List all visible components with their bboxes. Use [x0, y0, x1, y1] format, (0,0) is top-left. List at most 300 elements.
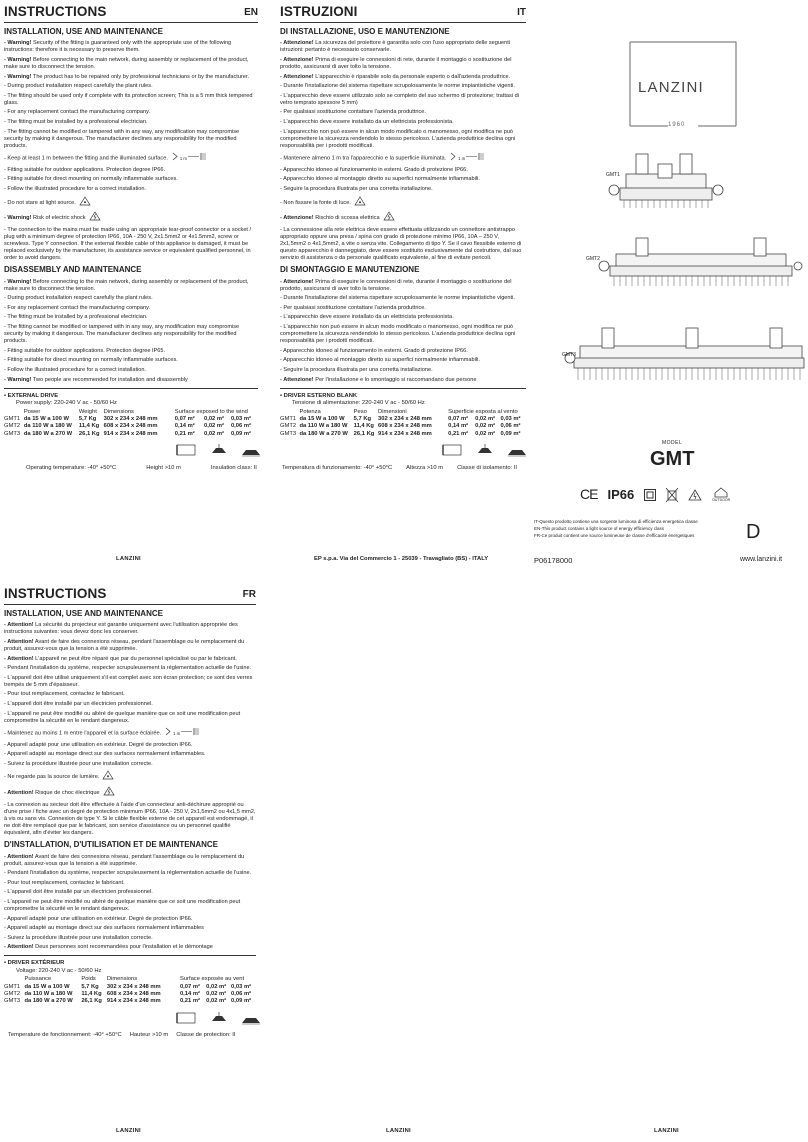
table-cell: 914 x 234 x 248 mm [106, 998, 161, 1005]
instruction-item [4, 675, 256, 689]
distance-1m-icon [171, 152, 216, 164]
instruction-item [4, 761, 256, 768]
warning-label: - Attention! [4, 638, 34, 645]
table-cell: 914 x 234 x 248 mm [378, 430, 432, 437]
it-height: Altezza >10 m [406, 464, 444, 471]
instruction-text: - Appareil adapté pour une utilisation en extérieur. Degré de protection IP66. [4, 741, 193, 748]
model-cell: GMT3 [280, 430, 297, 437]
instruction-item [280, 367, 526, 374]
table-row [4, 423, 258, 430]
ip66-label: IP66 [607, 486, 635, 502]
table-cell: 0,07 m² [448, 415, 469, 422]
instruction-item [4, 802, 256, 838]
instruction-item [4, 314, 258, 321]
logo-text: LANZINI [638, 79, 704, 96]
instruction-item [280, 314, 526, 321]
gmt1-label: GMT1 [606, 172, 620, 178]
instruction-text: - Pour tout remplacement, contactez le fabricant. [4, 691, 125, 698]
table-header-row [4, 976, 256, 983]
table-cell: 11,4 Kg [78, 423, 100, 430]
fr-header [4, 585, 256, 605]
instruction-text: - La connessione alla rete elettrica deve essere effettuata utilizzando un connettore antistrappo appropriato oppure una presa / spina con grado di protezione minimo IP66, 10A – 250 V, 2x1,5mm2 o 4x1,5mm2, a vite o senza vite. Collegamento di tipo Y. Se il cavo flessibile esterno di questo apparecchio è danneggiato, deve essere sostituito esclusivamente dal costruttore, dal suo servizio di assistenza o da personale qualificato equivalente, al fine di evitare pericoli. [280, 226, 522, 262]
instruction-item [4, 348, 258, 355]
instruction-text: - L'apparecchio deve essere installato da un elettricista professionista. [280, 118, 454, 125]
instruction-item [4, 925, 256, 932]
en-header [4, 3, 258, 23]
table-cell: 26,1 Kg [81, 998, 102, 1005]
instruction-text: - Apparecchio idoneo al funzionamento in esterni. Grado di protezione IP66. [280, 347, 468, 354]
table-cell: 0,02 m² [203, 415, 224, 422]
instruction-text: - Per qualsiasi sostituzione contattare l'azienda produttrice. [280, 109, 426, 116]
instruction-text: Prima di eseguire le connessioni di rete, durante il montaggio o sostituzione del prodotto, assicurarsi di aver tolto la tensione. [280, 278, 512, 292]
model-cell: GMT1 [4, 983, 21, 990]
instruction-text: Two people are recommended for installation and disassembly [31, 376, 188, 383]
instruction-text: - Suivez la procédure illustrée pour une installation correcte. [4, 934, 153, 941]
right-brand: LANZINI [654, 1128, 679, 1134]
fr-symbols [4, 1011, 256, 1028]
table-row [4, 431, 258, 438]
fr-spec-table [4, 976, 256, 1006]
table-header-cell: Superficie esposta al vento [448, 408, 518, 415]
table-cell: 5,7 Kg [81, 983, 99, 990]
instruction-text: L'apparecchio è riparabile solo da personale esperto o dall'azienda produttrice. [313, 73, 511, 80]
table-cell: 608 x 234 x 248 mm [103, 423, 158, 430]
instruction-text: - Fitting suitable for direct mounting on normally inflammable surfaces. [4, 357, 178, 364]
instruction-text: - For any replacement contact the manufacturing company. [4, 109, 151, 116]
en-install-list [4, 40, 258, 262]
instruction-text: - Follow the illustrated procedure for a correct installation. [4, 366, 147, 373]
company-address: EP s.p.a. Via del Commercio 1 - 25039 - Travagliato (BS) - ITALY [314, 556, 489, 562]
instruction-text: - Maintenez au moins 1 m entre l'appareil et la surface éclairée. [4, 730, 162, 737]
instruction-item [280, 129, 526, 150]
warning-label: - Warning! [4, 73, 32, 80]
instruction-item [4, 83, 258, 90]
instruction-text: Risque de choc électrique [33, 790, 100, 797]
table-cell: 11,4 Kg [353, 423, 374, 430]
table-header-cell: Peso [353, 408, 367, 415]
instruction-text: Avant de faire des connexions réseau, pendant l'assemblage ou le remplacement du produit, assurez-vous que la tension a été supprimée. [4, 853, 245, 867]
fr-driver [4, 955, 256, 1039]
en-temp: Operating temperature: -40° +50°C [26, 464, 117, 471]
instruction-item [4, 211, 258, 224]
warning-label: - Attention! [4, 655, 34, 662]
instruction-item [4, 196, 258, 209]
instruction-item [4, 916, 256, 923]
warning-label: - Attenzione! [280, 376, 314, 383]
instruction-text: - Appareil adapté au montage direct sur des surfaces normalement inflammables. [4, 751, 206, 758]
table-cell: 302 x 234 x 248 mm [106, 983, 161, 990]
fr-driver-title: • DRIVER EXTÉRIEUR [4, 960, 65, 967]
instruction-item [4, 167, 258, 174]
table-cell: 0,07 m² [174, 415, 195, 422]
table-cell: 0,09 m² [230, 430, 251, 437]
square-icon [644, 489, 656, 501]
table-cell: 0,02 m² [203, 423, 224, 430]
instruction-item [280, 74, 526, 81]
instruction-item [280, 109, 526, 116]
model-name: GMT [650, 448, 695, 470]
it-install-list [280, 40, 526, 262]
en-title: INSTRUCTIONS [4, 3, 107, 19]
table-header-cell: Poids [81, 976, 96, 983]
instruction-text: - L'apparecchio deve essere installato da un elettricista professionista. [280, 314, 454, 321]
instruction-item [280, 295, 526, 302]
fr-height: Hauteur >10 m [129, 1032, 169, 1039]
table-cell: 11,4 Kg [81, 991, 102, 997]
table-cell: 914 x 234 x 248 mm [103, 430, 158, 437]
table-cell: 0,02 m² [206, 998, 227, 1005]
table-cell: 0,03 m² [500, 415, 521, 422]
table-cell: da 110 W a 180 W [24, 991, 73, 997]
instruction-item [4, 786, 256, 799]
instruction-text: Per l'installazione e lo smontaggio si raccomandano due persone [313, 376, 477, 383]
fr-footer-specs [4, 1032, 256, 1039]
table-cell: 302 x 234 x 248 mm [378, 415, 432, 422]
table-header-cell: Potenza [299, 408, 321, 415]
en-footer-specs [4, 465, 258, 472]
instruction-text: - Apparecchio idoneo al funzionamento in esterni. Grado di protezione IP66. [280, 166, 468, 173]
instruction-text: - L'appareil doit être installé par un électricien professionnel. [4, 700, 153, 707]
instruction-item [4, 639, 256, 653]
table-row [280, 423, 526, 430]
model-cell: GMT1 [280, 415, 297, 422]
table-cell: 0,14 m² [174, 423, 195, 430]
energy-fr: FR-Ce produit contient une source lumineuse de classe d'efficacité énergetiques [534, 532, 695, 538]
gmt1-drawing [609, 154, 723, 208]
instruction-item [4, 656, 256, 663]
warning-label: - Warning! [4, 215, 32, 222]
instruction-text: - The fitting cannot be modified or tampered with in any way, any modification may compromise security by making it dangerous. The manufacturer declines any responsibility for the modified products. [4, 324, 240, 345]
instruction-item [4, 227, 258, 263]
model-cell: GMT2 [280, 423, 297, 430]
fr-h1: INSTALLATION, USE AND MAINTENANCE [4, 609, 163, 618]
instruction-text: - Non fissare la fonte di luce. [280, 199, 351, 206]
product-code: P06178000 [534, 556, 573, 565]
instruction-item [4, 622, 256, 636]
cert-row [580, 486, 730, 504]
table-cell: da 180 W a 270 W [23, 430, 73, 437]
instruction-text: - Ne regarde pas la source de lumière. [4, 774, 100, 781]
website: www.lanzini.it [740, 556, 783, 563]
electric-shock-icon [103, 786, 115, 799]
fr-h2: D'INSTALLATION, D'UTILISATION ET DE MAINTENANCE [4, 840, 219, 850]
instruction-item [4, 870, 256, 877]
instruction-item [4, 944, 256, 951]
instruction-text: - Do not stare at light source. [4, 199, 76, 206]
instruction-item [4, 935, 256, 942]
table-row [280, 431, 526, 438]
en-h2: DISASSEMBLY AND MAINTENANCE [4, 265, 142, 275]
table-cell: 0,02 m² [475, 423, 496, 430]
instruction-item [4, 109, 258, 116]
fr-install-list [4, 622, 256, 837]
it-spec-table [280, 409, 526, 439]
it-section [280, 3, 526, 472]
surface-front-icon [176, 1011, 198, 1028]
en-lang: EN [244, 7, 258, 19]
instruction-item [280, 57, 526, 71]
instruction-text: Risk of electric shock [31, 215, 86, 222]
instruction-text: Before connecting to the main network, during assembly or replacement of the product, make sure to disconnect the tension. [4, 278, 249, 292]
instruction-text: The product has to be repaired only by professional technicians or by the manufacturer. [31, 73, 250, 80]
warning-label: - Warning! [4, 56, 32, 63]
instruction-item [280, 377, 526, 384]
instruction-item [4, 324, 258, 345]
instruction-text: - The connection to the mains must be made using an appropriate tear-proof connector or a socket / plug with a minimum degree of protection IP66, 10A - 250 V, 2x1.5mm2 or 4x1.5mm2, screw or screwless. Type Y connection. If the external flexible cable of this appliance is damaged, it must be replaced exclusively by the manufacturer, its assistance service or equivalent qualified personnel, in order to avoid dangers. [4, 226, 252, 262]
table-cell: 0,02 m² [206, 983, 227, 990]
table-header-cell: Weight [78, 408, 97, 415]
table-cell: 0,02 m² [475, 415, 496, 422]
table-cell: 0,09 m² [231, 998, 252, 1005]
model-cell: GMT3 [4, 430, 21, 437]
table-row [4, 984, 256, 991]
surface-top-icon [208, 443, 230, 460]
instruction-item [4, 854, 256, 868]
table-cell: 26,1 Kg [78, 430, 100, 437]
instruction-item [4, 701, 256, 708]
instruction-item [280, 152, 526, 164]
instruction-item [280, 279, 526, 293]
it-lang: IT [517, 7, 526, 19]
table-header-cell: Power [23, 408, 41, 415]
model-cell: GMT2 [4, 991, 21, 997]
warning-label: - Attenzione! [280, 40, 314, 47]
cover-panel [534, 0, 808, 576]
warning-label: - Attention! [4, 622, 34, 629]
en-h1: INSTALLATION, USE AND MAINTENANCE [4, 27, 163, 36]
instruction-text: - Per qualsiasi sostituzione contattare l'azienda produttrice. [280, 304, 426, 311]
instruction-text: - The fitting should be used only if complete with its protection screen; This is a 5 mm thick tempered glass. [4, 92, 253, 106]
instruction-text: - L'appareil ne peut être modifié ou altéré de quelque manière que ce soit une modification peut compromettre la sécurité en le rendant dangereux. [4, 710, 241, 724]
distance-1m-icon [164, 727, 209, 739]
surface-front-icon [442, 443, 464, 460]
instruction-text: - Pendant l'installation du système, respecter scrupuleusement la réglementation actuelle de l'usine. [4, 870, 252, 877]
en-driver-title: • EXTERNAL DRIVE [4, 392, 59, 399]
table-header-cell: Puissance [24, 976, 52, 983]
instruction-text: Prima di eseguire le connessioni di rete, durante il montaggio o sostituzione del prodotto, assicurarsi di aver tolto la tensione. [280, 56, 512, 71]
en-supply: Power supply: 220-240 V ac - 50/60 Hz [16, 400, 117, 407]
warning-label: - Attention! [4, 944, 34, 951]
table-cell: 0,06 m² [231, 991, 252, 997]
en-disassembly-list [4, 279, 258, 384]
en-symbols [4, 443, 258, 460]
table-cell: da 110 W a 180 W [23, 423, 72, 430]
table-cell: 0,07 m² [179, 983, 200, 990]
outdoor-badge [712, 487, 730, 502]
instruction-text: - Keep at least 1 m between the fitting and the illuminated surface. [4, 155, 168, 162]
instruction-text: - During product installation respect carefully the plant rules. [4, 83, 153, 90]
instruction-item [4, 377, 258, 384]
distance-label: 1 m [173, 731, 181, 737]
instruction-item [4, 691, 256, 698]
instruction-text: - La connexion au secteur doit être effectuée à l'aide d'un connecteur anti-déchirure approprié ou d'une prise / fiche avec un degré de protection minimum IP66, 10A - 250 V, 2x1,5mm2 ou 4x1,5 mm2, à vis ou sans vis. Connexion de type Y. Si le câble flexible externe de cet appareil est endommagé, il ne doit être remplacé que par le fabricant, son service d'assistance ou un personnel qualifié équivalent, afin d'éviter les dangers. [4, 801, 256, 837]
surface-side-icon [506, 443, 528, 460]
gmt2-label: GMT2 [586, 256, 600, 262]
model-cell: GMT2 [4, 423, 21, 430]
it-supply: Tensione di alimentazione: 220-240 V ac - 50/60 Hz [292, 400, 425, 407]
instruction-text: - Pendant l'installation du système, respecter scrupuleusement la réglementation actuelle de l'usine. [4, 665, 252, 672]
en-brand: LANZINI [116, 556, 141, 562]
table-header-cell: Surface exposed to the wind [174, 408, 248, 415]
instruction-text: Avant de faire des connexions réseau, pendant l'assemblage ou le remplacement du produit, assurez-vous que la tension a été supprimée. [4, 638, 245, 653]
hazard-triangle-icon [688, 489, 702, 501]
energy-en: EN-This product contains a light source of energy efficiency class [534, 525, 664, 531]
instruction-item [280, 348, 526, 355]
fr-temp: Temperature de fonctionnement: -40° +50°C [8, 1032, 122, 1039]
table-cell: 0,14 m² [179, 991, 200, 997]
instruction-text: - L'appareil doit être utilisé uniquement s'il est complet avec son écran protection; ce sont des verres trempés de 5 mm d'épaisseur. [4, 674, 253, 688]
table-header-cell: Dimensions [106, 976, 138, 983]
warning-label: - Attenzione! [280, 73, 314, 80]
instruction-text: Deux personnes sont recommandées pour l'installation et le démontage [33, 944, 213, 951]
it-driver [280, 388, 526, 472]
table-header-row [280, 409, 526, 416]
fr-insul: Classe de protection: II [176, 1032, 236, 1039]
ce-mark: CE [580, 486, 598, 502]
instruction-text: - Appareil adapté au montage direct sur des surfaces normalement inflammables [4, 925, 204, 932]
instruction-item [280, 196, 526, 209]
table-cell: da 110 W a 180 W [299, 423, 348, 430]
instruction-item [4, 119, 258, 126]
surface-side-icon [240, 1011, 262, 1028]
instruction-item [280, 357, 526, 364]
fr-title: INSTRUCTIONS [4, 585, 107, 601]
model-cell: GMT1 [4, 415, 21, 422]
instruction-item [4, 74, 258, 81]
warning-label: - Warning! [4, 376, 32, 383]
surface-front-icon [176, 443, 198, 460]
instruction-text: - L'apparecchio deve essere utilizzato solo se completo del suo schermo di protezione; trattasi di vetro temprato spessore 5 mm) [280, 92, 519, 106]
instruction-item [280, 83, 526, 90]
table-cell: da 15 W a 100 W [299, 415, 345, 422]
table-cell: 0,02 m² [206, 991, 227, 997]
it-driver-title: • DRIVER ESTERNO BLANK [280, 392, 358, 399]
en-section [4, 3, 258, 472]
table-cell: 302 x 234 x 248 mm [103, 415, 158, 422]
house-icon [714, 487, 728, 498]
model-cell: GMT3 [4, 998, 21, 1005]
instruction-text: - For any replacement contact the manufacturing company. [4, 304, 151, 311]
table-cell: 608 x 234 x 248 mm [378, 423, 432, 430]
instruction-item [4, 152, 258, 164]
en-height: Height >10 m [146, 464, 181, 471]
warning-label: - Attenzione! [280, 56, 314, 63]
instruction-text: - L'apparecchio non può essere in alcun modo modificato o manomesso, ogni modifica ne può compromettere la sicurezza rendendolo lo stesso pericoloso. L'azienda produttrice declina ogni responsabilità per i prodotti modificati. [280, 324, 516, 345]
table-cell: 0,21 m² [179, 998, 200, 1005]
table-cell: 0,09 m² [500, 430, 521, 437]
instruction-item [4, 176, 258, 183]
fr-lang: FR [242, 589, 256, 601]
instruction-text: - During product installation respect carefully the plant rules. [4, 295, 153, 302]
table-header-cell: Dimensioni [378, 408, 407, 415]
eye-warning-icon [354, 196, 366, 209]
model-label: MODEL [662, 440, 683, 446]
table-cell: 0,21 m² [174, 430, 195, 437]
instruction-item [4, 770, 256, 783]
table-header-cell: Dimensions [103, 408, 134, 415]
instruction-item [280, 186, 526, 193]
instruction-item [4, 889, 256, 896]
table-cell: 0,03 m² [230, 415, 251, 422]
it-insul: Classe di isolamento: II [457, 464, 518, 471]
instruction-item [280, 119, 526, 126]
instruction-text: - L'appareil doit être installé par un électricien professionnel. [4, 889, 153, 896]
logo-year: 1960 [668, 122, 686, 128]
instruction-item [280, 211, 526, 224]
energy-it: IT-Questo prodotto contiene una sorgente luminosa di efficienza energetica classe [534, 519, 698, 524]
table-cell: 5,7 Kg [353, 415, 372, 422]
instruction-text: - Appareil adapté pour une utilisation en extérieur. Degré de protection IP66. [4, 915, 193, 922]
instruction-item [4, 357, 258, 364]
instruction-text: - Pour tout remplacement, contactez le fabricant. [4, 879, 125, 886]
gmt2-drawing [599, 238, 802, 286]
it-h1: DI INSTALLAZIONE, USO E MANUTENZIONE [280, 27, 450, 36]
instruction-item [4, 899, 256, 913]
instruction-item [4, 751, 256, 758]
table-cell: 0,06 m² [500, 423, 521, 430]
instruction-item [280, 40, 526, 54]
instruction-text: - Fitting suitable for outdoor applications. Protection degree IP65. [4, 347, 166, 354]
instruction-text: Before connecting to the main network, during assembly or replacement of the product, make sure to disconnect the tension. [4, 56, 249, 71]
warning-label: - Warning! [4, 278, 32, 285]
instruction-text: - Apparecchio idoneo al montaggio diretto su superfici normalmente infiammabili. [280, 176, 480, 183]
en-spec-table [4, 409, 258, 439]
instruction-item [4, 665, 256, 672]
instruction-text: - Durante l'installazione del sistema rispettare scrupolosamente le norme impiantistiche vigenti. [280, 83, 515, 90]
instruction-item [4, 279, 258, 293]
instruction-text: - The fitting must be installed by a professional electrician. [4, 314, 148, 321]
fr-brand: LANZINI [116, 1128, 141, 1134]
en-insul: Insulation class: II [210, 464, 257, 471]
eye-warning-icon [102, 770, 114, 783]
instruction-item [4, 129, 258, 150]
table-cell: 0,06 m² [230, 423, 251, 430]
it-disassembly-list [280, 279, 526, 384]
instruction-item [4, 40, 258, 54]
gmt3-label: GMT3 [562, 352, 576, 358]
fr-disassembly-list [4, 854, 256, 952]
table-cell: 608 x 234 x 248 mm [106, 991, 161, 997]
table-header-row [4, 409, 258, 416]
instruction-text: - Durante l'installazione del sistema rispettare scrupolosamente le norme impiantistiche vigenti. [280, 295, 515, 302]
table-cell: 5,7 Kg [78, 415, 97, 422]
instruction-text: - Mantenere almeno 1 m tra l'apparecchio e la superficie illuminata. [280, 155, 447, 162]
warning-label: - Attention! [4, 853, 34, 860]
instruction-item [280, 93, 526, 107]
instruction-item [280, 176, 526, 183]
instruction-text: - Apparecchio idoneo al montaggio diretto su superfici normalmente infiammabili. [280, 357, 480, 364]
surface-side-icon [240, 443, 262, 460]
fr-supply: Voltage: 220-240 V ac - 50/60 Hz [16, 967, 102, 974]
table-cell: 0,02 m² [475, 430, 496, 437]
instruction-item [280, 305, 526, 312]
distance-label: 1 m [458, 156, 466, 162]
warning-label: - Warning! [4, 40, 32, 47]
energy-class: D [746, 521, 761, 543]
table-cell: 0,02 m² [203, 430, 224, 437]
table-cell: da 15 W a 100 W [23, 415, 69, 422]
instruction-text: - Suivez la procédure illustrée pour une installation correcte. [4, 760, 153, 767]
instruction-text: La sicurezza del proiettore è garantita solo con l'uso appropriato delle seguenti istruzioni: pertanto è necessario conservarle. [280, 40, 511, 54]
instruction-text: La sécurité du projecteur est garantie uniquement avec l'utilisation appropriée des instructions suivantes: vous devez donc les conserver. [4, 622, 238, 636]
it-temp: Temperatura di funzionamento: -40° +50°C [282, 464, 393, 471]
weee-bin-icon [666, 488, 678, 502]
en-driver [4, 388, 258, 472]
instruction-text: Rischio di scossa elettrica [313, 215, 380, 222]
table-cell: da 180 W a 270 W [299, 430, 348, 437]
energy-text [534, 519, 740, 540]
instruction-item [4, 742, 256, 749]
